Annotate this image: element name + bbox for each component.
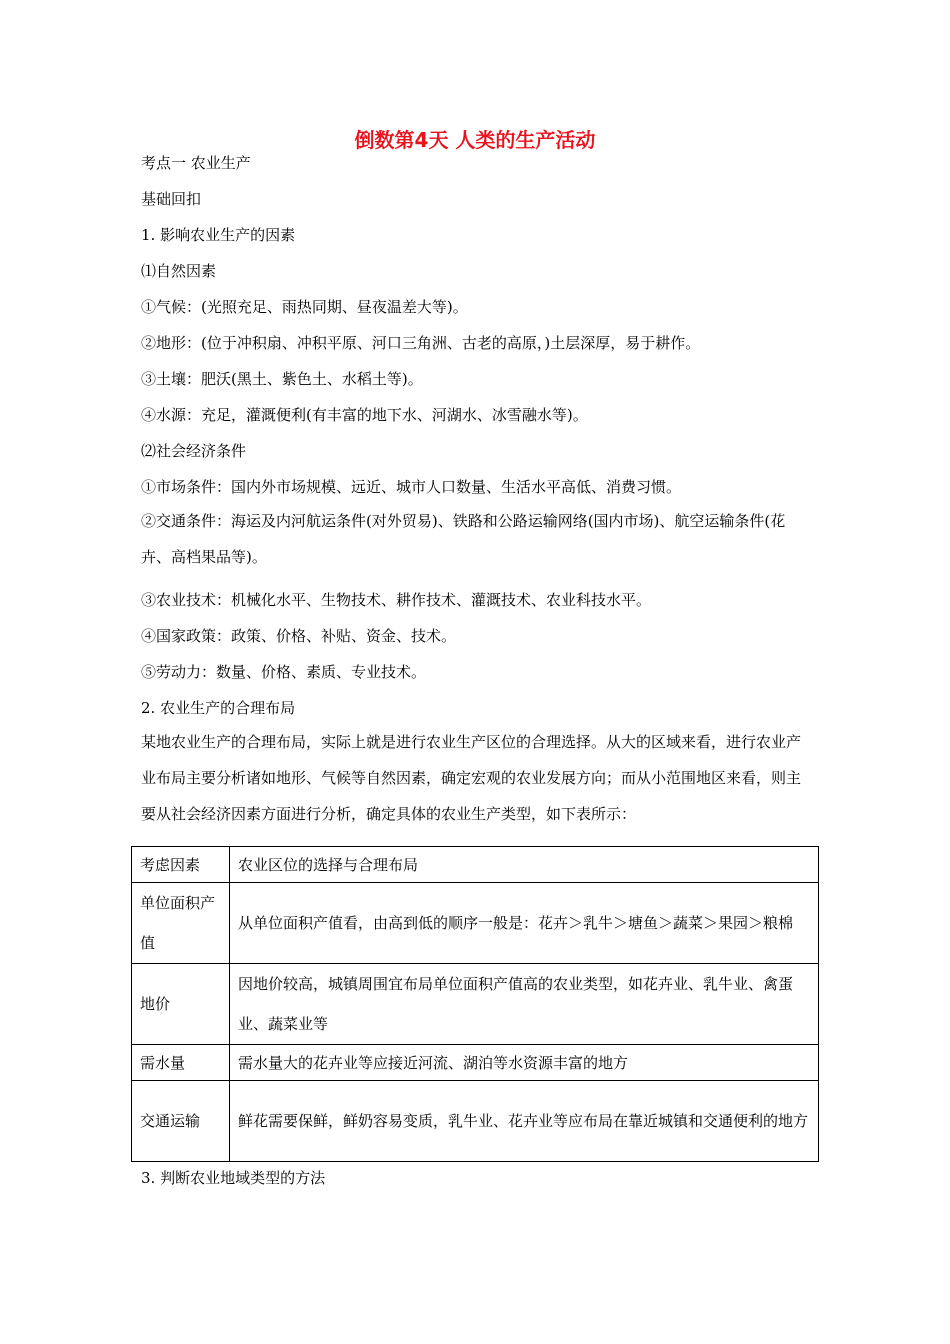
table-row xyxy=(132,1045,819,1081)
socioeconomic-heading: ⑵社会经济条件 xyxy=(141,442,247,460)
list-item-climate: ①气候：(光照充足、雨热同期、昼夜温差大等)。 xyxy=(141,298,468,316)
table-cell-description: 需水量大的花卉业等应接近河流、湖泊等水资源丰富的地方 xyxy=(230,1045,819,1081)
table-cell-factor: 单位面积产值 xyxy=(132,883,230,964)
list-item-labor: ⑤劳动力：数量、价格、素质、专业技术。 xyxy=(141,663,427,681)
list-item-soil: ③土壤：肥沃(黑土、紫色土、水稻土等)。 xyxy=(141,370,423,388)
table-cell-factor: 交通运输 xyxy=(132,1081,230,1162)
subsection-title-1: 1. 影响农业生产的因素 xyxy=(141,226,296,244)
list-item-terrain: ②地形：(位于冲积扇、冲积平原、河口三角洲、古老的高原，)土层深厚，易于耕作。 xyxy=(141,334,701,352)
list-item-policy: ④国家政策：政策、价格、补贴、资金、技术。 xyxy=(141,627,457,645)
page-title: 倒数第4天 人类的生产活动 xyxy=(354,128,596,152)
table-cell-factor: 地价 xyxy=(132,964,230,1045)
location-table xyxy=(131,846,819,1162)
table-header-cell: 农业区位的选择与合理布局 xyxy=(230,847,819,883)
section-heading-topic: 考点一 农业生产 xyxy=(141,154,251,172)
list-item-technology: ③农业技术：机械化水平、生物技术、耕作技术、灌溉技术、农业科技水平。 xyxy=(141,591,652,609)
list-item-water: ④水源：充足，灌溉便利(有丰富的地下水、河湖水、冰雪融水等)。 xyxy=(141,406,588,424)
table-row xyxy=(132,883,819,964)
table-header-row xyxy=(132,847,819,883)
body-paragraph: 某地农业生产的合理布局，实际上就是进行农业生产区位的合理选择。从大的区域来看，进行农业产业布局主要分析诸如地形、气候等自然因素，确定宏观的农业发展方向；而从小范围地区来看，则主要从社会经济因素方面进行分析，确定具体的农业生产类型，如下表所示： xyxy=(141,733,802,823)
table-cell-description: 从单位面积产值看，由高到低的顺序一般是：花卉＞乳牛＞塘鱼＞蔬菜＞果园＞粮棉 xyxy=(230,883,819,964)
table-row xyxy=(132,1081,819,1162)
list-item-market: ①市场条件：国内外市场规模、远近、城市人口数量、生活水平高低、消费习惯。 xyxy=(141,478,682,496)
table-cell-factor: 需水量 xyxy=(132,1045,230,1081)
list-item-transport: ②交通条件：海运及内河航运条件(对外贸易)、铁路和公路运输网络(国内市场)、航空运输条件(花卉、高档果品等)。 xyxy=(141,512,786,566)
table-header-cell: 考虑因素 xyxy=(132,847,230,883)
subsection-title-3: 3. 判断农业地域类型的方法 xyxy=(141,1169,326,1187)
natural-factors-heading: ⑴自然因素 xyxy=(141,262,217,280)
table-cell-description: 鲜花需要保鲜，鲜奶容易变质，乳牛业、花卉业等应布局在靠近城镇和交通便利的地方 xyxy=(230,1081,819,1162)
subsection-title-2: 2. 农业生产的合理布局 xyxy=(141,699,296,717)
table-cell-description: 因地价较高，城镇周围宜布局单位面积产值高的农业类型，如花卉业、乳牛业、禽蛋业、蔬菜业等 xyxy=(230,964,819,1045)
table-row xyxy=(132,964,819,1045)
section-heading-review: 基础回扣 xyxy=(141,190,202,208)
